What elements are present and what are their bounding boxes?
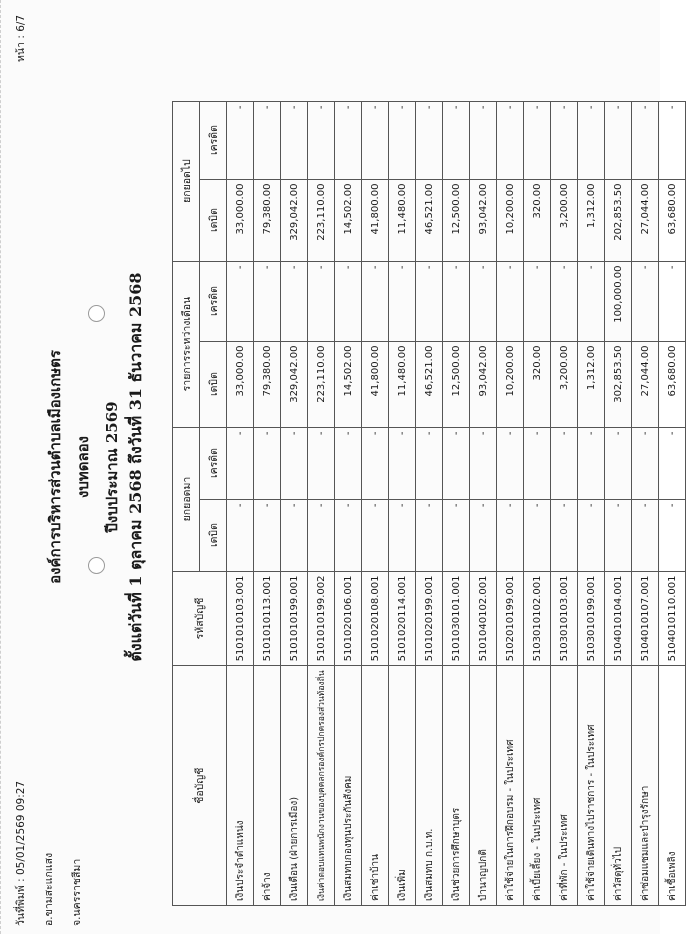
account-code: 5101020108.001 [362,571,389,666]
account-name: บำนาญปกติ [470,666,497,906]
print-date: วันที่พิมพ์ : 05/01/2569 09:27 [15,780,27,926]
opening-credit: - [605,427,632,499]
account-name: เงินเดือน (ฝ่ายการเมือง) [281,666,308,906]
closing-debit: 10,200.00 [497,179,524,261]
movement-debit: 63,680.00 [659,341,686,427]
table-row [578,101,605,905]
fiscal-year: ปีงบประมาณ 2569 [103,401,121,533]
closing-debit: 46,521.00 [416,179,443,261]
movement-debit: 14,502.00 [335,341,362,427]
account-code: 5104010107.001 [632,571,659,666]
account-name: เงินสมทบ ก.บ.ท. [416,666,443,906]
org-title: องค์การบริหารส่วนตำบลเมืองเกษตร [46,350,64,584]
opening-debit: - [281,499,308,571]
opening-debit: - [335,499,362,571]
movement-credit: - [308,261,335,341]
account-name: ค่าจ้าง [254,666,281,906]
closing-credit: - [362,101,389,179]
closing-debit: 202,853.50 [605,179,632,261]
account-name: ค่าที่พัก - ในประเทศ [551,666,578,906]
opening-credit: - [659,427,686,499]
opening-debit: - [605,499,632,571]
closing-credit: - [308,101,335,179]
account-name: ค่าเบี้ยเลี้ยง - ในประเทศ [524,666,551,906]
table-row [443,101,470,905]
col-opening-debit: เดบิต [200,499,227,571]
closing-debit: 14,502.00 [335,179,362,261]
closing-debit: 11,480.00 [389,179,416,261]
report-period: ตั้งแต่วันที่ 1 ตุลาคม 2568 ถึงวันที่ 31 ธันวาคม 2568 [126,272,145,662]
account-name: ค่าใช้จ่ายเดินทางไปราชการ - ในประเทศ [578,666,605,906]
closing-credit: - [281,101,308,179]
opening-credit: - [335,427,362,499]
opening-debit: - [659,499,686,571]
binder-hole [88,557,105,574]
closing-credit: - [524,101,551,179]
movement-credit: - [254,261,281,341]
fold-line [0,0,1,934]
account-code: 5101020106.001 [335,571,362,666]
movement-debit: 93,042.00 [470,341,497,427]
closing-credit: - [497,101,524,179]
opening-credit: - [254,427,281,499]
account-name: เงินค่าตอบแทนพนักงานของบุคคลกรองค์กรปกครองส่วนท้องถิ่น [308,666,335,906]
opening-debit: - [632,499,659,571]
col-movement-credit: เครดิต [200,261,227,341]
opening-debit: - [389,499,416,571]
opening-credit: - [470,427,497,499]
movement-credit: - [362,261,389,341]
opening-credit: - [632,427,659,499]
table-row [632,101,659,905]
closing-debit: 12,500.00 [443,179,470,261]
col-closing-debit: เดบิต [200,179,227,261]
opening-credit: - [362,427,389,499]
account-name: เงินประจำตำแหน่ง [227,666,254,906]
movement-credit: - [497,261,524,341]
opening-debit: - [254,499,281,571]
movement-debit: 320.00 [524,341,551,427]
movement-credit: - [389,261,416,341]
opening-credit: - [551,427,578,499]
movement-debit: 12,500.00 [443,341,470,427]
table-row [416,101,443,905]
table-row [362,101,389,905]
account-name: ค่าเช่าบ้าน [362,666,389,906]
table-row [524,101,551,905]
opening-debit: - [362,499,389,571]
closing-debit: 329,042.00 [281,179,308,261]
opening-credit: - [281,427,308,499]
district-label: อ.ขามสะแกแสง [43,852,55,926]
closing-credit: - [335,101,362,179]
closing-debit: 320.00 [524,179,551,261]
movement-debit: 46,521.00 [416,341,443,427]
movement-credit: - [524,261,551,341]
opening-credit: - [578,427,605,499]
account-name: ค่าซ่อมแซมและบำรุงรักษา [632,666,659,906]
movement-debit: 41,800.00 [362,341,389,427]
movement-credit: - [443,261,470,341]
account-code: 5101040102.001 [470,571,497,666]
table-row [659,101,686,905]
table-row [497,101,524,905]
col-account-name: ชื่อบัญชี [173,666,227,906]
table-row [227,101,254,905]
movement-debit: 302,853.50 [605,341,632,427]
table-row [605,101,632,905]
movement-debit: 11,480.00 [389,341,416,427]
movement-credit: - [551,261,578,341]
table-row [254,101,281,905]
movement-credit: - [470,261,497,341]
closing-credit: - [605,101,632,179]
movement-credit: - [659,261,686,341]
table-row [470,101,497,905]
closing-debit: 41,800.00 [362,179,389,261]
movement-debit: 33,000.00 [227,341,254,427]
account-code: 5101010199.002 [308,571,335,666]
table-row [551,101,578,905]
col-opening: ยกยอดมา [173,427,200,571]
opening-debit: - [470,499,497,571]
closing-debit: 33,000.00 [227,179,254,261]
closing-credit: - [443,101,470,179]
col-closing: ยกยอดไป [173,101,200,261]
account-code: 5103010102.001 [524,571,551,666]
col-opening-credit: เครดิต [200,427,227,499]
account-code: 5101020114.001 [389,571,416,666]
opening-debit: - [308,499,335,571]
movement-credit: - [281,261,308,341]
opening-credit: - [524,427,551,499]
opening-credit: - [227,427,254,499]
opening-debit: - [443,499,470,571]
movement-debit: 27,044.00 [632,341,659,427]
movement-credit: - [227,261,254,341]
account-code: 5103010103.001 [551,571,578,666]
account-code: 5102010199.001 [497,571,524,666]
account-code: 5104010104.001 [605,571,632,666]
binder-hole [88,305,105,322]
account-code: 5101020199.001 [416,571,443,666]
movement-credit: - [578,261,605,341]
col-movement-debit: เดบิต [200,341,227,427]
closing-credit: - [227,101,254,179]
table-row [389,101,416,905]
account-code: 5101010103.001 [227,571,254,666]
closing-debit: 63,680.00 [659,179,686,261]
opening-debit: - [524,499,551,571]
closing-debit: 223,110.00 [308,179,335,261]
account-code: 5103010199.001 [578,571,605,666]
opening-debit: - [227,499,254,571]
opening-credit: - [416,427,443,499]
page-number: หน้า : 6/7 [15,14,27,62]
opening-debit: - [497,499,524,571]
account-name: ค่าเชื้อเพลิง [659,666,686,906]
table-row [281,101,308,905]
movement-debit: 329,042.00 [281,341,308,427]
table-row [308,101,335,905]
closing-credit: - [578,101,605,179]
opening-debit: - [551,499,578,571]
account-name: เงินสมทบกองทุนประกันสังคม [335,666,362,906]
closing-debit: 3,200.00 [551,179,578,261]
closing-credit: - [632,101,659,179]
movement-debit: 1,312.00 [578,341,605,427]
closing-credit: - [416,101,443,179]
account-name: เงินเพิ่ม [389,666,416,906]
movement-debit: 223,110.00 [308,341,335,427]
account-name: เงินช่วยการศึกษาบุตร [443,666,470,906]
opening-debit: - [416,499,443,571]
opening-credit: - [443,427,470,499]
closing-debit: 27,044.00 [632,179,659,261]
col-movement: รายการระหว่างเดือน [173,261,200,427]
account-code: 5101010199.001 [281,571,308,666]
movement-credit: 100,000.00 [605,261,632,341]
movement-debit: 10,200.00 [497,341,524,427]
report-title: งบทดลอง [74,436,92,498]
account-name: ค่าใช้จ่ายในการฝึกอบรม - ในประเทศ [497,666,524,906]
movement-credit: - [632,261,659,341]
closing-credit: - [389,101,416,179]
table-row [335,101,362,905]
opening-debit: - [578,499,605,571]
closing-debit: 1,312.00 [578,179,605,261]
opening-credit: - [389,427,416,499]
movement-debit: 79,380.00 [254,341,281,427]
closing-credit: - [470,101,497,179]
province-label: จ.นครราชสีมา [71,858,83,926]
movement-debit: 3,200.00 [551,341,578,427]
closing-credit: - [254,101,281,179]
account-code: 5104010110.001 [659,571,686,666]
movement-credit: - [335,261,362,341]
opening-credit: - [308,427,335,499]
closing-credit: - [659,101,686,179]
closing-credit: - [551,101,578,179]
movement-credit: - [416,261,443,341]
trial-balance-table [172,101,686,906]
col-account-code: รหัสบัญชี [173,571,227,666]
col-closing-credit: เครดิต [200,101,227,179]
opening-credit: - [497,427,524,499]
closing-debit: 79,380.00 [254,179,281,261]
account-code: 5101010113.001 [254,571,281,666]
closing-debit: 93,042.00 [470,179,497,261]
account-code: 5101030101.001 [443,571,470,666]
account-name: ค่าวัสดุทั่วไป [605,666,632,906]
